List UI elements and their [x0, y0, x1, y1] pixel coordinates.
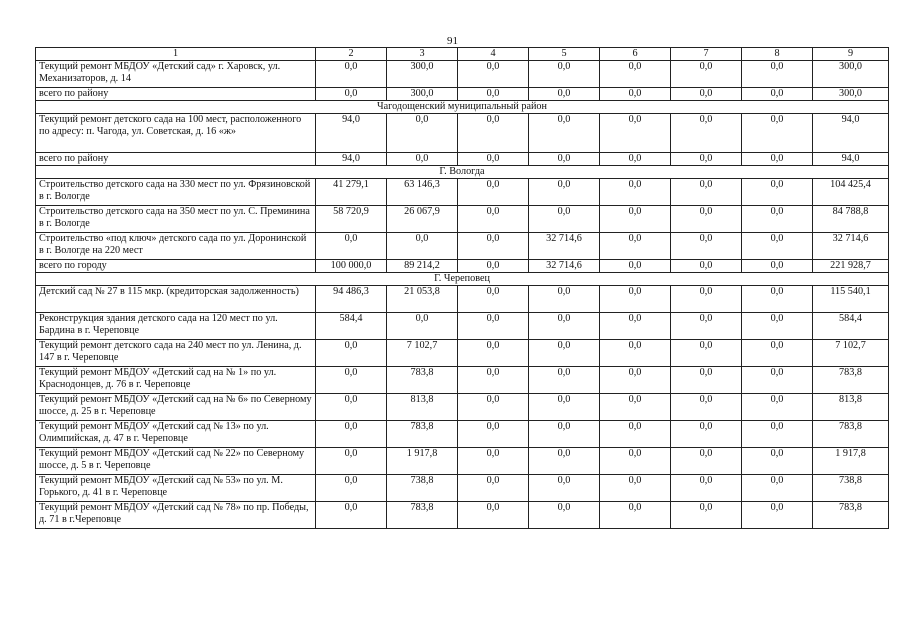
- value-cell: 0,0: [458, 88, 529, 101]
- value-cell: 0,0: [387, 114, 458, 153]
- value-cell: 100 000,0: [316, 260, 387, 273]
- value-cell: 300,0: [813, 61, 889, 88]
- value-cell: 0,0: [458, 367, 529, 394]
- value-cell: 0,0: [671, 502, 742, 529]
- value-cell: 783,8: [387, 421, 458, 448]
- value-cell: 1 917,8: [387, 448, 458, 475]
- table-row: [36, 502, 889, 529]
- column-header: 2: [316, 48, 387, 61]
- value-cell: 300,0: [387, 88, 458, 101]
- total-row: [36, 153, 889, 166]
- table-row: [36, 313, 889, 340]
- value-cell: 0,0: [742, 153, 813, 166]
- value-cell: 89 214,2: [387, 260, 458, 273]
- table-row: [36, 367, 889, 394]
- value-cell: 0,0: [458, 260, 529, 273]
- row-name: Текущий ремонт МБДОУ «Детский сад» г. Харовск, ул. Механизаторов, д. 14: [36, 61, 316, 88]
- value-cell: 0,0: [458, 153, 529, 166]
- row-name: Строительство «под ключ» детского сада по ул. Доронинской в г. Вологде на 220 мест: [36, 233, 316, 260]
- value-cell: 26 067,9: [387, 206, 458, 233]
- value-cell: 0,0: [316, 421, 387, 448]
- value-cell: 0,0: [742, 502, 813, 529]
- value-cell: 783,8: [387, 502, 458, 529]
- column-header: 5: [529, 48, 600, 61]
- table-row: [36, 340, 889, 367]
- value-cell: 0,0: [458, 448, 529, 475]
- value-cell: 300,0: [813, 88, 889, 101]
- value-cell: 0,0: [671, 179, 742, 206]
- value-cell: 0,0: [600, 286, 671, 313]
- value-cell: 0,0: [671, 394, 742, 421]
- value-cell: 0,0: [742, 233, 813, 260]
- value-cell: 0,0: [458, 179, 529, 206]
- value-cell: 0,0: [600, 313, 671, 340]
- value-cell: 783,8: [813, 421, 889, 448]
- value-cell: 0,0: [529, 421, 600, 448]
- row-name: всего по городу: [36, 260, 316, 273]
- value-cell: 0,0: [600, 153, 671, 166]
- value-cell: 0,0: [458, 421, 529, 448]
- value-cell: 21 053,8: [387, 286, 458, 313]
- value-cell: 0,0: [316, 475, 387, 502]
- row-name: Текущий ремонт МБДОУ «Детский сад № 78» по пр. Победы, д. 71 в г.Череповце: [36, 502, 316, 529]
- value-cell: 0,0: [600, 502, 671, 529]
- value-cell: 0,0: [458, 340, 529, 367]
- value-cell: 0,0: [529, 114, 600, 153]
- value-cell: 0,0: [316, 233, 387, 260]
- value-cell: 0,0: [671, 286, 742, 313]
- value-cell: 0,0: [458, 233, 529, 260]
- table-row: [36, 114, 889, 153]
- value-cell: 0,0: [529, 367, 600, 394]
- value-cell: 0,0: [316, 367, 387, 394]
- value-cell: 0,0: [529, 475, 600, 502]
- value-cell: 0,0: [671, 367, 742, 394]
- value-cell: 94,0: [316, 114, 387, 153]
- value-cell: 32 714,6: [529, 260, 600, 273]
- value-cell: 32 714,6: [529, 233, 600, 260]
- value-cell: 0,0: [671, 448, 742, 475]
- value-cell: 7 102,7: [387, 340, 458, 367]
- column-header: 4: [458, 48, 529, 61]
- value-cell: 0,0: [600, 367, 671, 394]
- value-cell: 584,4: [316, 313, 387, 340]
- section-row: [36, 101, 889, 114]
- value-cell: 0,0: [742, 421, 813, 448]
- value-cell: 0,0: [458, 313, 529, 340]
- value-cell: 0,0: [316, 61, 387, 88]
- value-cell: 0,0: [387, 313, 458, 340]
- value-cell: 783,8: [813, 367, 889, 394]
- value-cell: 84 788,8: [813, 206, 889, 233]
- value-cell: 0,0: [742, 286, 813, 313]
- section-row: [36, 273, 889, 286]
- value-cell: 0,0: [742, 475, 813, 502]
- value-cell: 738,8: [387, 475, 458, 502]
- value-cell: 0,0: [316, 88, 387, 101]
- row-name: Текущий ремонт МБДОУ «Детский сад № 53» по ул. М. Горького, д. 41 в г. Череповце: [36, 475, 316, 502]
- row-name: Текущий ремонт МБДОУ «Детский сад № 22» по Северному шоссе, д. 5 в г. Череповце: [36, 448, 316, 475]
- value-cell: 0,0: [671, 340, 742, 367]
- value-cell: 0,0: [742, 61, 813, 88]
- value-cell: 0,0: [742, 206, 813, 233]
- value-cell: 0,0: [671, 61, 742, 88]
- value-cell: 94 486,3: [316, 286, 387, 313]
- value-cell: 0,0: [742, 114, 813, 153]
- column-header: 3: [387, 48, 458, 61]
- value-cell: 0,0: [529, 286, 600, 313]
- value-cell: 0,0: [529, 179, 600, 206]
- value-cell: 300,0: [387, 61, 458, 88]
- value-cell: 783,8: [387, 367, 458, 394]
- value-cell: 0,0: [458, 206, 529, 233]
- value-cell: 7 102,7: [813, 340, 889, 367]
- section-title: Г. Вологда: [36, 166, 889, 179]
- value-cell: 0,0: [529, 448, 600, 475]
- value-cell: 0,0: [387, 233, 458, 260]
- value-cell: 0,0: [387, 153, 458, 166]
- row-name: Строительство детского сада на 350 мест по ул. С. Преминина в г. Вологде: [36, 206, 316, 233]
- table-row: [36, 394, 889, 421]
- value-cell: 0,0: [742, 394, 813, 421]
- value-cell: 813,8: [387, 394, 458, 421]
- value-cell: 0,0: [316, 394, 387, 421]
- value-cell: 584,4: [813, 313, 889, 340]
- value-cell: 0,0: [600, 260, 671, 273]
- column-header: 9: [813, 48, 889, 61]
- value-cell: 0,0: [316, 340, 387, 367]
- value-cell: 0,0: [316, 448, 387, 475]
- value-cell: 0,0: [458, 475, 529, 502]
- row-name: Текущий ремонт МБДОУ «Детский сад на № 1» по ул. Краснодонцев, д. 76 в г. Череповце: [36, 367, 316, 394]
- section-row: [36, 166, 889, 179]
- value-cell: 0,0: [529, 206, 600, 233]
- value-cell: 0,0: [742, 88, 813, 101]
- value-cell: 0,0: [529, 88, 600, 101]
- page-number: 91: [447, 35, 458, 47]
- row-name: Текущий ремонт МБДОУ «Детский сад на № 6» по Северному шоссе, д. 25 в г. Череповце: [36, 394, 316, 421]
- table-row: [36, 421, 889, 448]
- table-row: [36, 448, 889, 475]
- row-name: всего по району: [36, 88, 316, 101]
- value-cell: 0,0: [458, 114, 529, 153]
- value-cell: 0,0: [742, 340, 813, 367]
- value-cell: 0,0: [600, 394, 671, 421]
- section-title: Чагодощенский муниципальный район: [36, 101, 889, 114]
- value-cell: 0,0: [529, 394, 600, 421]
- table-row: [36, 206, 889, 233]
- total-row: [36, 88, 889, 101]
- value-cell: 813,8: [813, 394, 889, 421]
- row-name: Текущий ремонт МБДОУ «Детский сад № 13» по ул. Олимпийская, д. 47 в г. Череповце: [36, 421, 316, 448]
- value-cell: 0,0: [671, 153, 742, 166]
- value-cell: 0,0: [316, 502, 387, 529]
- value-cell: 0,0: [529, 502, 600, 529]
- value-cell: 0,0: [671, 233, 742, 260]
- value-cell: 0,0: [458, 394, 529, 421]
- value-cell: 0,0: [671, 88, 742, 101]
- value-cell: 0,0: [529, 153, 600, 166]
- value-cell: 0,0: [671, 114, 742, 153]
- value-cell: 0,0: [671, 421, 742, 448]
- value-cell: 0,0: [742, 367, 813, 394]
- row-name: всего по району: [36, 153, 316, 166]
- table-row: [36, 61, 889, 88]
- row-name: Текущий ремонт детского сада на 100 мест, расположенного по адресу: п. Чагода, ул. Советская, д. 16 «ж»: [36, 114, 316, 153]
- value-cell: 738,8: [813, 475, 889, 502]
- header-row: [36, 48, 889, 61]
- value-cell: 0,0: [671, 313, 742, 340]
- value-cell: 0,0: [529, 340, 600, 367]
- column-header: 7: [671, 48, 742, 61]
- value-cell: 0,0: [600, 61, 671, 88]
- value-cell: 41 279,1: [316, 179, 387, 206]
- value-cell: 0,0: [742, 179, 813, 206]
- table-body: [36, 48, 889, 529]
- table-row: [36, 286, 889, 313]
- value-cell: 0,0: [671, 475, 742, 502]
- value-cell: 0,0: [458, 502, 529, 529]
- value-cell: 783,8: [813, 502, 889, 529]
- column-header: 6: [600, 48, 671, 61]
- value-cell: 58 720,9: [316, 206, 387, 233]
- table-row: [36, 179, 889, 206]
- value-cell: 0,0: [600, 206, 671, 233]
- value-cell: 0,0: [742, 448, 813, 475]
- total-row: [36, 260, 889, 273]
- value-cell: 0,0: [600, 340, 671, 367]
- value-cell: 0,0: [600, 475, 671, 502]
- value-cell: 32 714,6: [813, 233, 889, 260]
- value-cell: 0,0: [458, 286, 529, 313]
- value-cell: 0,0: [671, 260, 742, 273]
- value-cell: 0,0: [600, 421, 671, 448]
- value-cell: 0,0: [671, 206, 742, 233]
- value-cell: 0,0: [600, 233, 671, 260]
- value-cell: 94,0: [813, 114, 889, 153]
- row-name: Реконструкция здания детского сада на 120 мест по ул. Бардина в г. Череповце: [36, 313, 316, 340]
- value-cell: 104 425,4: [813, 179, 889, 206]
- column-header: 8: [742, 48, 813, 61]
- value-cell: 0,0: [600, 179, 671, 206]
- row-name: Строительство детского сада на 330 мест по ул. Фрязиновской в г. Вологде: [36, 179, 316, 206]
- value-cell: 0,0: [600, 88, 671, 101]
- row-name: Текущий ремонт детского сада на 240 мест по ул. Ленина, д. 147 в г. Череповце: [36, 340, 316, 367]
- section-title: Г. Череповец: [36, 273, 889, 286]
- value-cell: 63 146,3: [387, 179, 458, 206]
- value-cell: 0,0: [600, 114, 671, 153]
- value-cell: 115 540,1: [813, 286, 889, 313]
- value-cell: 94,0: [316, 153, 387, 166]
- value-cell: 0,0: [600, 448, 671, 475]
- budget-table: [35, 47, 889, 529]
- value-cell: 0,0: [742, 313, 813, 340]
- value-cell: 94,0: [813, 153, 889, 166]
- value-cell: 0,0: [529, 61, 600, 88]
- value-cell: 0,0: [458, 61, 529, 88]
- table-row: [36, 475, 889, 502]
- table-row: [36, 233, 889, 260]
- column-header: 1: [36, 48, 316, 61]
- value-cell: 0,0: [529, 313, 600, 340]
- value-cell: 1 917,8: [813, 448, 889, 475]
- row-name: Детский сад № 27 в 115 мкр. (кредиторская задолженность): [36, 286, 316, 313]
- value-cell: 0,0: [742, 260, 813, 273]
- value-cell: 221 928,7: [813, 260, 889, 273]
